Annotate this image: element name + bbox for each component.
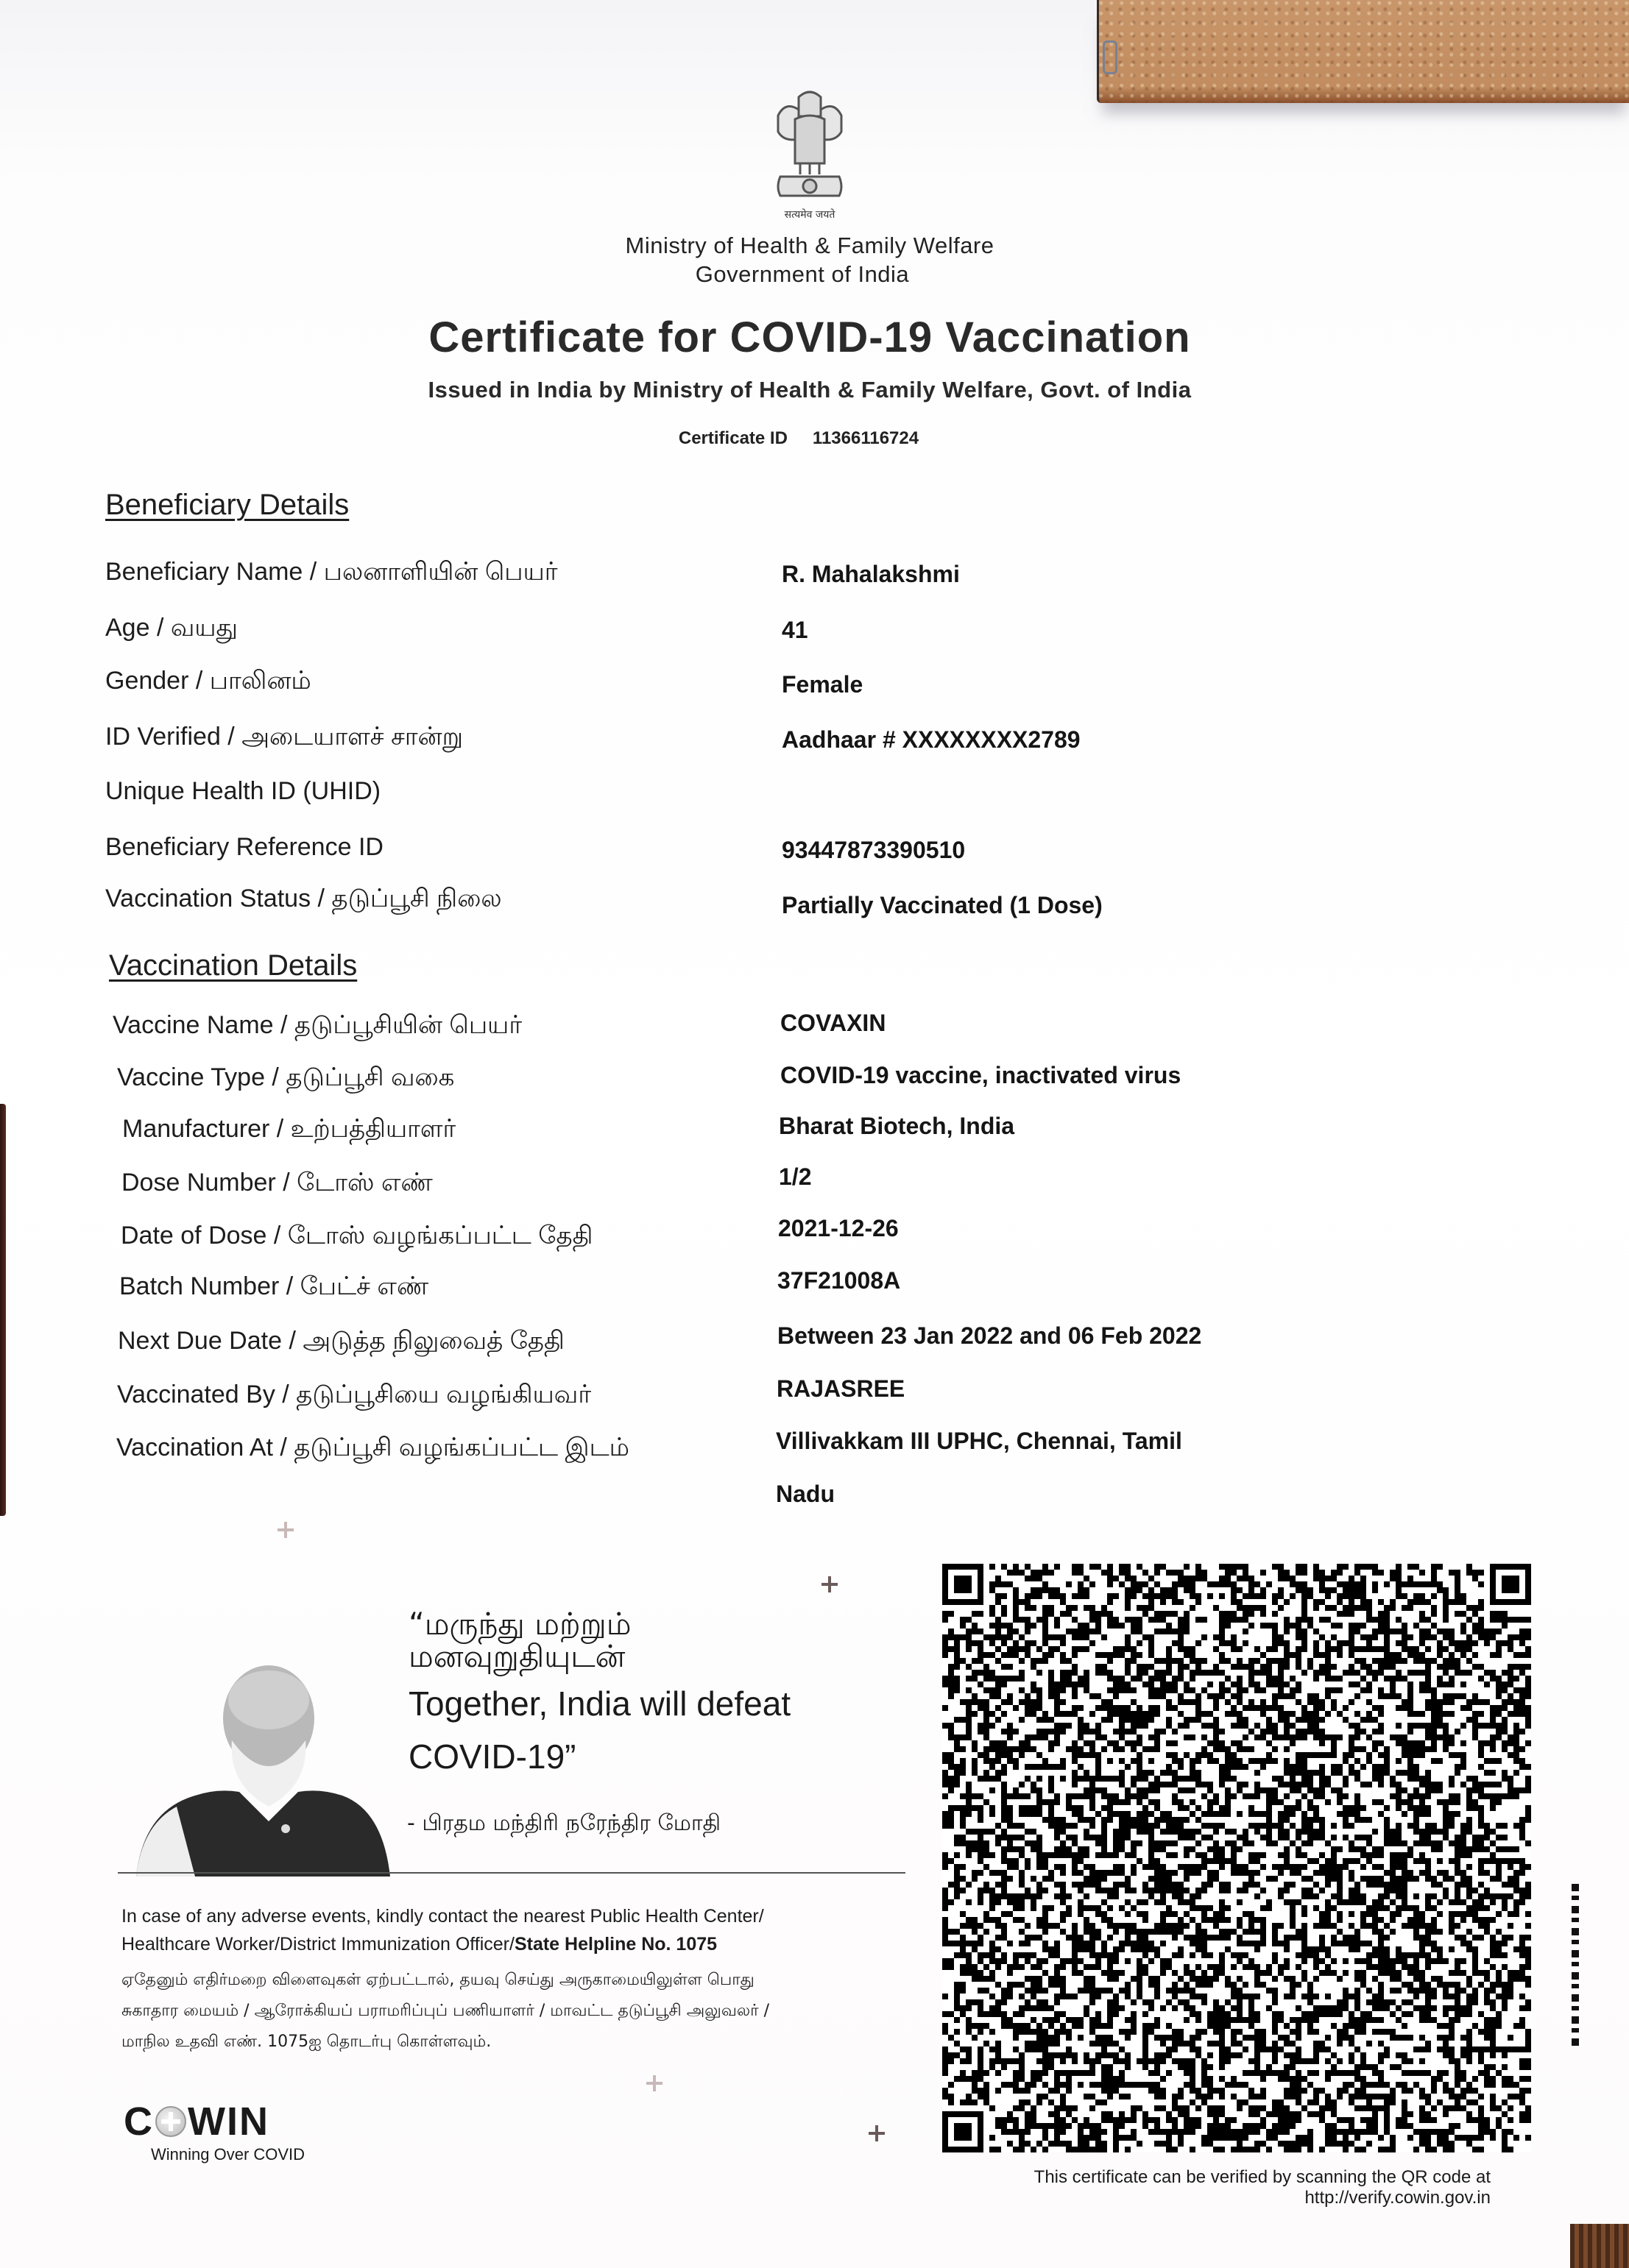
qr-code	[942, 1564, 1531, 2152]
certificate-id-label: Certificate ID	[678, 428, 788, 448]
vaccination-section-title: Vaccination Details	[109, 949, 358, 982]
reference-id-label: Beneficiary Reference ID	[105, 833, 384, 861]
id-verified-label: ID Verified / அடையாளச் சான்று	[105, 723, 464, 751]
advisory-english-line2	[121, 1930, 872, 1958]
background-edge	[0, 1104, 6, 1516]
age-label: Age / வயது	[105, 614, 238, 642]
background-corner	[1570, 2224, 1629, 2268]
registration-mark-icon	[821, 1576, 838, 1592]
verify-note	[957, 2167, 1491, 2208]
registration-mark-icon	[278, 1522, 294, 1538]
gender-value: Female	[782, 671, 863, 698]
id-verified-value: Aadhaar # XXXXXXXX2789	[782, 726, 1081, 753]
quote-block	[409, 1608, 894, 1783]
batch-number-label: Batch Number / பேட்ச் எண்	[119, 1272, 429, 1300]
cowin-logo-icon	[155, 2106, 186, 2137]
dose-number-value: 1/2	[779, 1163, 812, 1190]
next-due-date-value: Between 23 Jan 2022 and 06 Feb 2022	[777, 1322, 1202, 1349]
side-barcode	[1572, 1884, 1579, 2046]
divider	[118, 1872, 905, 1874]
cowin-logo-text: WIN	[188, 2099, 269, 2144]
advisory-tamil-line3: மாநில உதவி எண். 1075ஐ தொடர்பு கொள்ளவும்.	[121, 2033, 492, 2051]
advisory-english	[121, 1902, 872, 1958]
government-name: Government of India	[695, 261, 910, 287]
registration-mark-icon	[646, 2075, 662, 2091]
reference-id-value: 93447873390510	[782, 837, 966, 863]
vaccination-at-value-line2: Nadu	[776, 1481, 835, 1507]
registration-mark-icon	[869, 2125, 885, 2141]
background-cork-board	[1097, 0, 1629, 103]
verify-url[interactable]: http://verify.cowin.gov.in	[1304, 2188, 1491, 2208]
manufacturer-value: Bharat Biotech, India	[779, 1113, 1015, 1139]
helpline-number: State Helpline No. 1075	[514, 1934, 718, 1955]
advisory-english-line2-text: Healthcare Worker/District Immunization Officer/	[121, 1934, 515, 1955]
batch-number-value: 37F21008A	[777, 1267, 901, 1294]
quote-english-line1: Together, India will defeat	[409, 1684, 791, 1723]
vaccination-at-value: Villivakkam III UPHC, Chennai, Tamil	[776, 1428, 1182, 1454]
date-of-dose-label: Date of Dose / டோஸ் வழங்கப்பட்ட தேதி	[121, 1222, 593, 1250]
certificate-id	[0, 428, 1597, 449]
vaccine-type-value: COVID-19 vaccine, inactivated virus	[780, 1062, 1181, 1088]
vaccine-name-value: COVAXIN	[780, 1010, 886, 1036]
quote-english-line2: COVID-19”	[409, 1737, 576, 1776]
dose-number-label: Dose Number / டோஸ் எண்	[121, 1169, 433, 1197]
cowin-logo	[124, 2099, 269, 2144]
beneficiary-section-title: Beneficiary Details	[105, 489, 350, 521]
ministry-name: Ministry of Health & Family Welfare	[625, 233, 994, 258]
certificate-title: Certificate for COVID-19 Vaccination	[428, 313, 1191, 361]
portrait-photo	[121, 1637, 394, 1877]
date-of-dose-value: 2021-12-26	[778, 1215, 899, 1241]
beneficiary-name-label: Beneficiary Name / பலனாளியின் பெயர்	[105, 558, 558, 586]
vaccinated-by-label: Vaccinated By / தடுப்பூசியை வழங்கியவர்	[117, 1381, 592, 1408]
vaccination-status-label: Vaccination Status / தடுப்பூசி நிலை	[105, 885, 502, 912]
quote-tamil-line2: மனவுறுதியுடன்	[409, 1638, 626, 1674]
background-mark	[1103, 40, 1117, 74]
age-value: 41	[782, 617, 808, 643]
vaccinated-by-value: RAJASREE	[777, 1375, 905, 1402]
vaccination-at-label: Vaccination At / தடுப்பூசி வழங்கப்பட்ட இடம்	[116, 1434, 629, 1461]
vaccine-type-label: Vaccine Type / தடுப்பூசி வகை	[117, 1063, 455, 1091]
beneficiary-name-value: R. Mahalakshmi	[782, 561, 960, 587]
cowin-logo-c: C	[124, 2099, 154, 2144]
quote-tamil-line1: “மருந்து மற்றும்	[409, 1606, 632, 1642]
advisory-tamil	[121, 1965, 880, 2058]
manufacturer-label: Manufacturer / உற்பத்தியாளர்	[122, 1115, 456, 1143]
advisory-tamil-line1: ஏதேனும் எதிர்மறை விளைவுகள் ஏற்பட்டால், தயவு செய்து அருகாமையிலுள்ள பொது	[121, 1971, 755, 1989]
cowin-tagline: Winning Over COVID	[151, 2145, 305, 2164]
next-due-date-label: Next Due Date / அடுத்த நிலுவைத் தேதி	[118, 1327, 565, 1355]
issued-by: Issued in India by Ministry of Health & Family Welfare, Govt. of India	[428, 377, 1192, 403]
quote-attribution: - பிரதம மந்திரி நரேந்திர மோதி	[407, 1810, 721, 1836]
advisory-english-line1: In case of any adverse events, kindly contact the nearest Public Health Center/	[121, 1906, 764, 1927]
emblem-motto: सत्यमेव जयते	[784, 209, 835, 221]
national-emblem-icon	[769, 82, 850, 208]
uhid-label: Unique Health ID (UHID)	[105, 777, 381, 805]
vaccine-name-label: Vaccine Name / தடுப்பூசியின் பெயர்	[113, 1011, 523, 1039]
advisory-tamil-line2: சுகாதார மையம் / ஆரோக்கியப் பராமரிப்புப் பணியாளர் / மாவட்ட தடுப்பூசி அலுவலர் /	[121, 2002, 770, 2020]
vaccination-status-value: Partially Vaccinated (1 Dose)	[782, 892, 1103, 918]
gender-label: Gender / பாலினம்	[105, 667, 311, 695]
verify-note-line1: This certificate can be verified by scanning the QR code at	[1033, 2167, 1491, 2187]
certificate-id-value: 11366116724	[812, 428, 919, 448]
